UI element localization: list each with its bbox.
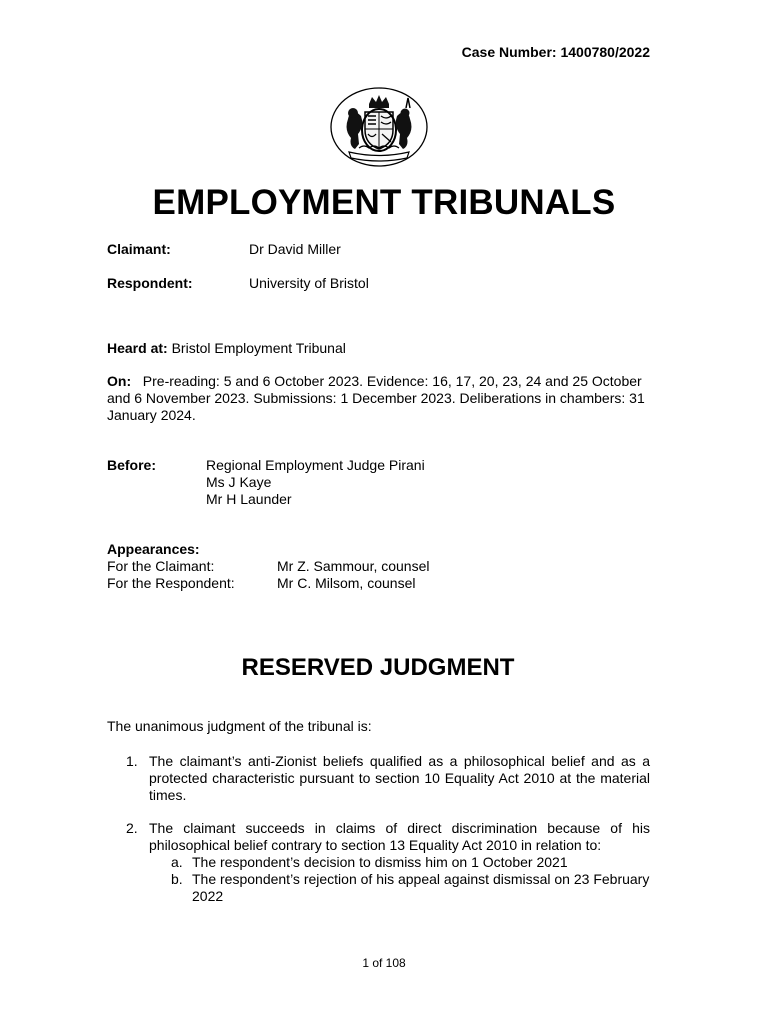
appearance-claimant-value: Mr Z. Sammour, counsel — [277, 558, 430, 574]
panel-member: Mr H Launder — [206, 491, 292, 507]
claimant-label: Claimant: — [107, 241, 171, 257]
royal-coat-of-arms-icon — [329, 86, 429, 168]
panel-members — [206, 457, 425, 508]
heard-at — [107, 340, 346, 357]
heard-at-label: Heard at: — [107, 340, 168, 356]
appearance-respondent-label: For the Respondent: — [107, 575, 235, 591]
judgment-title: RESERVED JUDGMENT — [241, 654, 515, 681]
judgment-item — [107, 820, 650, 905]
page-title: EMPLOYMENT TRIBUNALS — [152, 183, 616, 222]
claimant-value: Dr David Miller — [249, 241, 341, 257]
panel-member: Ms J Kaye — [206, 474, 272, 490]
heard-at-value: Bristol Employment Tribunal — [171, 340, 346, 356]
hearing-dates — [107, 373, 650, 424]
sub-item-label: a. — [171, 854, 183, 870]
judgment-sub-item — [149, 854, 650, 871]
appearance-respondent-value: Mr C. Milsom, counsel — [277, 575, 416, 591]
sub-item-text: The respondent’s rejection of his appeal against dismissal on 23 February 2022 — [192, 871, 650, 904]
judgment-item-text: The claimant succeeds in claims of direct discrimination because of his philosophical belief contrary to section 13 Equality Act 2010 in relation to: — [149, 820, 650, 853]
appearance-claimant-label: For the Claimant: — [107, 558, 215, 574]
judgment-intro: The unanimous judgment of the tribunal is: — [107, 718, 372, 734]
judgment-item — [107, 753, 650, 804]
case-number: Case Number: 1400780/2022 — [461, 44, 650, 60]
page-number: 1 of 108 — [362, 956, 406, 970]
judgment-item-number: 2. — [126, 820, 138, 836]
respondent-value: University of Bristol — [249, 275, 369, 291]
sub-item-label: b. — [171, 871, 183, 887]
before-label: Before: — [107, 457, 157, 473]
respondent-label: Respondent: — [107, 275, 193, 291]
judgment-item-text: The claimant’s anti-Zionist beliefs qualified as a philosophical belief and as a protected characteristic pursuant to section 10 Equality Act 2010 at the material times. — [149, 753, 650, 803]
hearing-dates-value: Pre-reading: 5 and 6 October 2023. Evidence: 16, 17, 20, 23, 24 and 25 October and 6 November 2023. Submissions: 1 December 2023. Deliberations in chambers: 31 January 2024. — [107, 373, 645, 423]
judgment-item-number: 1. — [126, 753, 138, 769]
judgment-sub-item — [149, 871, 650, 905]
hearing-dates-label: On: — [107, 373, 132, 389]
sub-item-text: The respondent’s decision to dismiss him on 1 October 2021 — [192, 854, 568, 870]
appearances-heading: Appearances: — [107, 541, 200, 557]
panel-member: Regional Employment Judge Pirani — [206, 457, 425, 473]
